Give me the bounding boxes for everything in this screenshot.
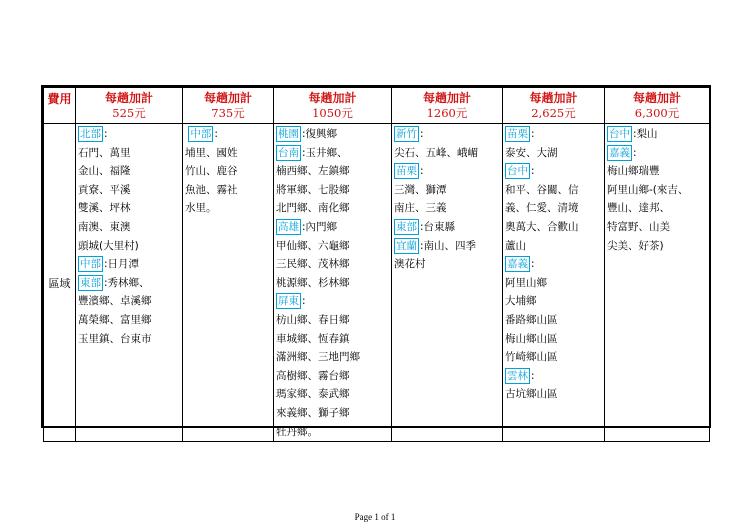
zone-tag: 台南 [278, 146, 299, 159]
zone-tag: 東部 [396, 220, 417, 233]
place-line: 玉里鎮、台東市 [78, 332, 152, 345]
place-line: 梅山鄉瑞豐 [607, 165, 660, 178]
zone-tag: 雲林 [507, 369, 528, 382]
zone-tag: 桃園 [278, 128, 299, 140]
place-text: 秀林鄉、 [107, 276, 150, 289]
place-line: 甲仙鄉、六龜鄉 [276, 239, 350, 252]
place-line: 滿洲鄉、三地門鄉 [276, 351, 360, 364]
place-line: 三民鄉、茂林鄉 [276, 258, 350, 271]
header-price: 1050元 [312, 106, 353, 120]
zone-tag: 中部 [190, 128, 212, 140]
zone-tag: 新竹 [396, 128, 417, 140]
place-line: 桃源鄉、杉林鄉 [276, 276, 350, 289]
fee-label: 費用 [44, 88, 76, 124]
place-line: 泰安、大湖 [505, 146, 558, 159]
place-line: 尖美、好茶) [607, 239, 664, 252]
place-line: 特富野、山美 [607, 220, 670, 233]
region-cell-735: 中部 : 埔里、國姓 竹山、鹿谷 魚池、霧社 水里。 [183, 124, 274, 442]
header-label: 每趟加計 [529, 91, 578, 105]
header-col-525 [76, 88, 183, 124]
place-line: 番路鄉山區 [505, 313, 558, 326]
header-col-2625 [503, 88, 605, 124]
place-line: 萬榮鄉、富里鄉 [78, 313, 152, 326]
place-line: 頭城(大里村) [78, 239, 139, 252]
place-line: 枋山鄉、春日鄉 [276, 313, 350, 326]
zone-tag: 台中 [507, 165, 528, 178]
header-label: 每趟加計 [104, 91, 153, 105]
place-line: 蘆山 [505, 239, 526, 252]
header-price: 6,300元 [634, 106, 680, 120]
header-label: 每趟加計 [203, 91, 252, 105]
place-line: 來義鄉、獅子鄉 [276, 406, 350, 419]
place-line: 阿里山鄉 [505, 276, 547, 289]
place-line: 豐山、達邦、 [607, 202, 670, 215]
header-row [44, 88, 710, 124]
place-line: 阿里山鄉-(來吉、 [607, 183, 689, 196]
place-line: 車城鄉、恆春鎮 [276, 332, 350, 345]
place-line: 楠西鄉、左鎮鄉 [276, 165, 350, 178]
zone-tag: 苗栗 [507, 128, 528, 140]
header-price: 735元 [211, 106, 245, 120]
rate-table [43, 87, 710, 442]
zone-tag: 屏東 [278, 295, 299, 308]
zone-tag: 台中 [609, 128, 630, 140]
header-label: 每趟加計 [308, 91, 357, 105]
place-text: 復興鄉 [305, 128, 338, 140]
header-price: 525元 [112, 106, 146, 120]
place-line: 金山、福隆 [78, 165, 131, 178]
place-line: 南庄、三義 [394, 202, 447, 215]
place-line: 澳花村 [394, 258, 426, 271]
place-text: 南山、四季 [423, 239, 477, 252]
place-line: 南澳、東澳 [78, 220, 131, 233]
place-text: 台東縣 [423, 220, 456, 233]
place-line: 梅山鄉山區 [505, 332, 558, 345]
region-row [44, 124, 710, 442]
header-col-1050 [274, 88, 392, 124]
zone-tag: 宜蘭 [396, 239, 417, 252]
header-label: 每趟加計 [632, 91, 681, 105]
place-line: 和平、谷關、信 [505, 183, 579, 196]
place-line: 雙溪、坪林 [78, 202, 131, 215]
place-text: 日月潭 [107, 258, 140, 271]
region-cell-6300: 台中 :梨山 嘉義 : 梅山鄉瑞豐 阿里山鄉-(來吉、 豐山、達邦、 特富野、山美 尖美、好茶) [605, 124, 710, 442]
place-line: 埔里、國姓 [185, 146, 238, 159]
region-cell-525: 北部 : 石門、萬里 金山、福隆 貢寮、平溪 雙溪、坪林 南澳、東澳 頭城(大里村) 中部 :日月潭 東部 :秀林鄉、 豐濱鄉、卓溪鄉 萬榮鄉、富里鄉 玉里鎮、台東市 [76, 124, 183, 442]
page-footer: Page 1 of 1 [354, 512, 396, 522]
place-line: 大埔鄉 [505, 295, 537, 308]
header-col-6300 [605, 88, 710, 124]
place-line: 水里。 [185, 202, 217, 215]
place-text: 梨山 [636, 128, 658, 140]
place-line: 古坑鄉山區 [505, 388, 558, 401]
place-line: 豐濱鄉、卓溪鄉 [78, 295, 152, 308]
region-cell-1050: 桃園 :復興鄉 台南 :玉井鄉、 楠西鄉、左鎮鄉 將軍鄉、七股鄉 北門鄉、南化鄉 高雄 :內門鄉 甲仙鄉、六龜鄉 三民鄉、茂林鄉 桃源鄉、杉林鄉 屏東 : 枋山鄉、春日鄉 車城鄉、恆春鎮 滿洲鄉、三地門鄉 高樹鄉、霧台鄉 瑪家鄉、泰武鄉 來義鄉、獅子鄉 牡丹鄉。 [274, 124, 392, 442]
zone-tag: 嘉義 [609, 146, 630, 159]
header-col-735 [183, 88, 274, 124]
place-text: 玉井鄉、 [305, 146, 348, 159]
place-line: 瑪家鄉、泰武鄉 [276, 388, 350, 401]
header-label: 每趟加計 [422, 91, 471, 105]
place-line: 魚池、霧社 [185, 183, 238, 196]
place-line: 三灣、獅潭 [394, 183, 447, 196]
header-price: 1260元 [426, 106, 468, 120]
zone-tag: 東部 [80, 276, 101, 289]
region-cell-2625: 苗栗 : 泰安、大湖 台中 : 和平、谷關、信 義、仁愛、清境 奧萬大、合歡山 蘆山 嘉義 : 阿里山鄉 大埔鄉 番路鄉山區 梅山鄉山區 竹崎鄉山區 雲林 : 古坑鄉山區 [503, 124, 605, 442]
region-label: 區域 [44, 124, 76, 442]
place-line: 貢寮、平溪 [78, 183, 131, 196]
zone-tag: 苗栗 [396, 165, 417, 178]
place-line: 牡丹鄉。 [276, 425, 318, 438]
place-line: 高樹鄉、霧台鄉 [276, 369, 350, 382]
place-line: 石門、萬里 [78, 146, 131, 159]
place-line: 義、仁愛、清境 [505, 202, 579, 215]
zone-tag: 中部 [80, 258, 101, 271]
place-line: 尖石、五峰、峨嵋 [394, 146, 478, 159]
place-line: 奧萬大、合歡山 [505, 220, 579, 233]
zone-tag: 高雄 [278, 220, 299, 233]
place-text: 內門鄉 [305, 220, 338, 233]
zone-tag: 嘉義 [507, 258, 528, 271]
region-cell-1260: 新竹 : 尖石、五峰、峨嵋 苗栗 : 三灣、獅潭 南庄、三義 東部 :台東縣 宜蘭 :南山、四季 澳花村 [392, 124, 503, 442]
place-line: 竹崎鄉山區 [505, 351, 558, 364]
header-price: 2,625元 [531, 106, 576, 120]
place-line: 北門鄉、南化鄉 [276, 202, 350, 215]
zone-tag: 北部 [80, 128, 101, 140]
header-col-1260 [392, 88, 503, 124]
place-line: 竹山、鹿谷 [185, 165, 238, 178]
place-line: 將軍鄉、七股鄉 [276, 183, 350, 196]
